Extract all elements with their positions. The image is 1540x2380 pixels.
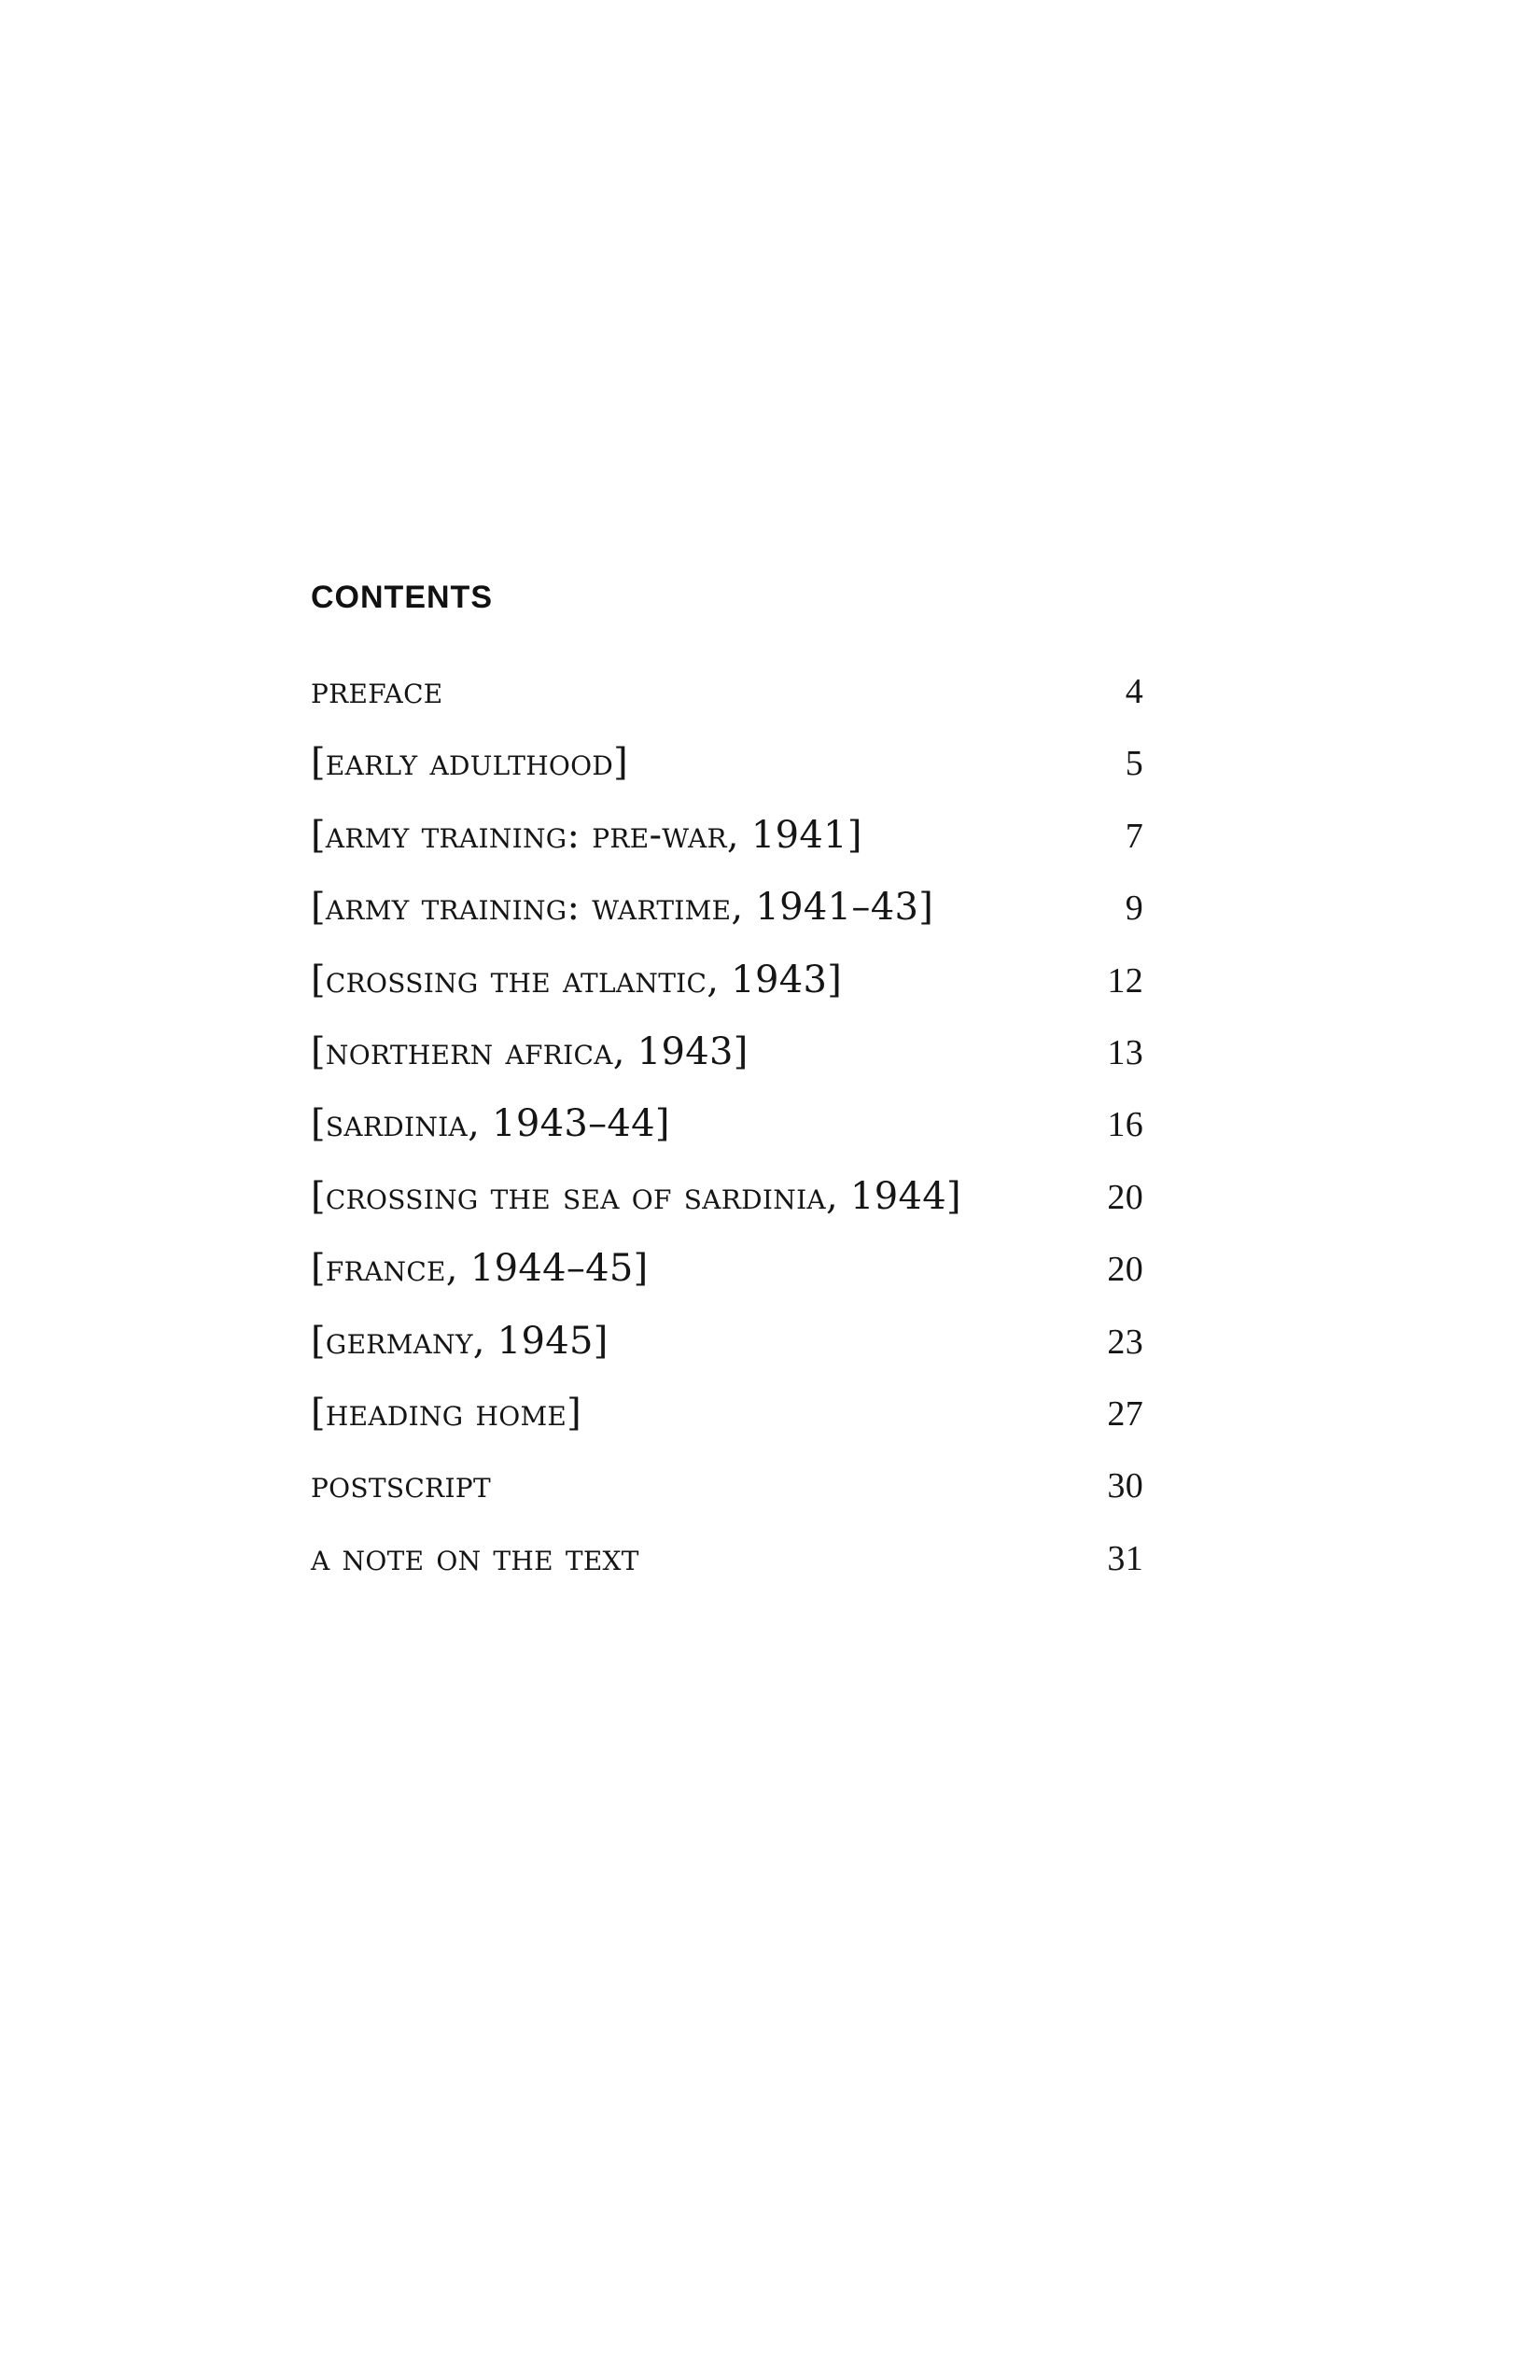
toc-entry-title: [heading home] xyxy=(311,1391,582,1435)
toc-entry-page: 7 xyxy=(1125,816,1143,856)
toc-entry-heading-home xyxy=(311,1393,1143,1464)
toc-entry-army-training-wartime xyxy=(311,887,1143,959)
toc-entry-page: 20 xyxy=(1107,1250,1143,1290)
toc-entry-page: 20 xyxy=(1107,1177,1143,1217)
contents-heading: CONTENTS xyxy=(311,580,493,615)
toc-entry-northern-africa xyxy=(311,1031,1143,1103)
toc-entry-sardinia xyxy=(311,1103,1143,1175)
toc-entry-preface xyxy=(311,670,1143,742)
toc-entry-page: 30 xyxy=(1107,1466,1143,1506)
toc-entry-title: a note on the text xyxy=(311,1535,639,1579)
toc-entry-page: 5 xyxy=(1125,744,1143,784)
toc-entry-title: preface xyxy=(311,669,443,712)
toc-entry-page: 13 xyxy=(1107,1032,1143,1072)
toc-entry-title: [crossing the sea of sardinia, 1944] xyxy=(311,1174,961,1218)
toc-entry-early-adulthood xyxy=(311,742,1143,814)
toc-entry-title: postscript xyxy=(311,1463,491,1507)
toc-entry-army-training-pre-war xyxy=(311,815,1143,887)
toc-entry-crossing-the-atlantic xyxy=(311,959,1143,1031)
toc-entry-page: 31 xyxy=(1107,1538,1143,1578)
toc-entry-note-on-the-text xyxy=(311,1537,1143,1609)
toc-entry-page: 9 xyxy=(1125,889,1143,929)
table-of-contents xyxy=(311,577,1143,1609)
toc-entry-france xyxy=(311,1248,1143,1320)
toc-entry-page: 4 xyxy=(1125,672,1143,711)
toc-entry-title: [early adulthood] xyxy=(311,741,629,785)
toc-entry-postscript xyxy=(311,1464,1143,1536)
toc-entry-page: 27 xyxy=(1107,1393,1143,1434)
toc-entry-title: [sardinia, 1943–44] xyxy=(311,1102,670,1146)
toc-entry-page: 23 xyxy=(1107,1322,1143,1362)
toc-entry-title: [crossing the atlantic, 1943] xyxy=(311,958,843,1001)
toc-entry-title: [army training: pre-war, 1941] xyxy=(311,813,862,857)
toc-entry-title: [army training: wartime, 1941–43] xyxy=(311,886,934,930)
toc-entry-germany xyxy=(311,1321,1143,1393)
toc-entry-title: [france, 1944–45] xyxy=(311,1247,649,1291)
toc-entry-crossing-the-sea-of-sardinia xyxy=(311,1176,1143,1248)
toc-entry-title: [northern africa, 1943] xyxy=(311,1029,749,1073)
toc-entry-page: 12 xyxy=(1107,960,1143,1001)
toc-entry-page: 16 xyxy=(1107,1105,1143,1145)
toc-list xyxy=(311,670,1143,1609)
toc-entry-title: [germany, 1945] xyxy=(311,1319,609,1363)
